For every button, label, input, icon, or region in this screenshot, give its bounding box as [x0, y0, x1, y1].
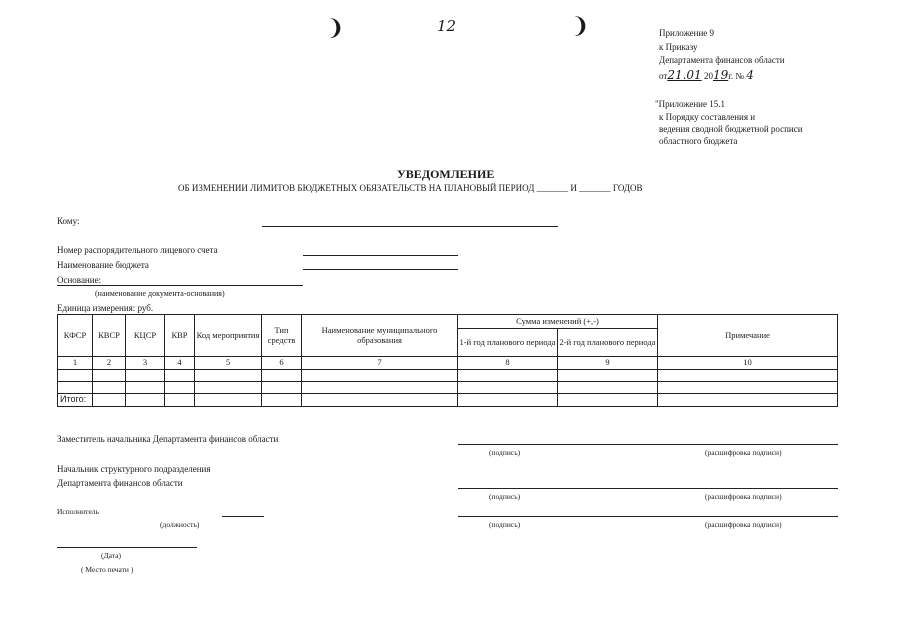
deputy-label: Заместитель начальника Департамента финансов области	[57, 434, 279, 444]
appendix-line2: к Приказу	[659, 42, 698, 52]
header-year2: 2-й год планового периода	[558, 329, 658, 357]
date-line[interactable]	[57, 547, 197, 548]
executor-signature-caption: (подпись)	[489, 520, 521, 529]
table-row	[58, 382, 838, 394]
col-number: 10	[658, 357, 838, 370]
right-bracket-mark: ❩	[571, 14, 590, 39]
col-number: 5	[195, 357, 262, 370]
col-number: 3	[126, 357, 165, 370]
head-decode-caption: (расшифровка подписи)	[705, 492, 782, 501]
budget-name-line[interactable]	[303, 269, 458, 270]
date-caption: (Дата)	[101, 551, 121, 560]
budget-name-label: Наименование бюджета	[57, 260, 149, 270]
col-number: 6	[262, 357, 302, 370]
header-note: Примечание	[658, 315, 838, 357]
col-number: 1	[58, 357, 93, 370]
appendix2-line4: областного бюджета	[659, 136, 738, 146]
executor-signature-line[interactable]	[458, 516, 838, 517]
date-handwritten: 21.01	[667, 68, 702, 82]
header-year1: 1-й год планового периода	[458, 329, 558, 357]
date-prefix: от	[659, 71, 668, 81]
deputy-signature-line[interactable]	[458, 444, 838, 445]
col-number: 9	[558, 357, 658, 370]
year-handwritten: 19	[712, 68, 729, 82]
appendix2-line2: к Порядку составления и	[659, 112, 756, 122]
executor-decode-caption: (расшифровка подписи)	[705, 520, 782, 529]
year-prefix: 20	[703, 71, 713, 81]
head-signature-caption: (подпись)	[489, 492, 521, 501]
col-number: 7	[302, 357, 458, 370]
unit-label: Единица измерения: руб.	[57, 303, 154, 313]
header-sum-group: Сумма изменений (+,-)	[458, 315, 658, 329]
head-signature-line[interactable]	[458, 488, 838, 489]
col-number: 4	[165, 357, 195, 370]
limits-table	[57, 314, 838, 407]
appendix2-line1: "Приложение 15.1	[655, 99, 725, 109]
executor-label: Исполнитель	[57, 507, 99, 516]
table-row	[58, 370, 838, 382]
document-subtitle: ОБ ИЗМЕНЕНИИ ЛИМИТОВ БЮДЖЕТНЫХ ОБЯЗАТЕЛЬСТВ НА ПЛАНОВЫЙ ПЕРИОД _______ И _______ ГОДОВ	[178, 183, 643, 193]
appendix-date-line	[659, 68, 754, 82]
document-title: УВЕДОМЛЕНИЕ	[397, 167, 495, 181]
stamp-caption: ( Место печати )	[81, 565, 134, 574]
account-line[interactable]	[303, 255, 458, 256]
page-number: 12	[437, 17, 457, 35]
basis-label: Основание:	[57, 275, 102, 285]
head-label-line2: Департамента финансов области	[57, 478, 183, 488]
executor-position-line[interactable]	[222, 516, 264, 517]
number-handwritten: 4	[746, 68, 754, 82]
header-kvr: КВР	[165, 315, 195, 357]
header-tip: Тип средств	[262, 315, 302, 357]
appendix2-line3: ведения сводной бюджетной росписи	[659, 124, 803, 134]
year-suffix: г. №	[728, 71, 744, 81]
appendix-line3: Департамента финансов области	[659, 55, 785, 65]
head-label-line1: Начальник структурного подразделения	[57, 464, 211, 474]
total-label: Итого:	[58, 394, 93, 407]
position-caption: (должность)	[160, 520, 200, 529]
deputy-decode-caption: (расшифровка подписи)	[705, 448, 782, 457]
header-kcsr: КЦСР	[126, 315, 165, 357]
basis-line[interactable]	[57, 285, 303, 286]
header-kfsr: КФСР	[58, 315, 93, 357]
deputy-signature-caption: (подпись)	[489, 448, 521, 457]
komu-label: Кому:	[57, 216, 80, 226]
account-label: Номер распорядительного лицевого счета	[57, 245, 218, 255]
left-bracket-mark: ❩	[326, 16, 345, 41]
header-kod: Код мероприятия	[195, 315, 262, 357]
komu-line[interactable]	[262, 226, 558, 227]
appendix-line1: Приложение 9	[659, 28, 715, 38]
header-mun: Наименование муниципального образования	[302, 315, 458, 357]
col-number: 2	[93, 357, 126, 370]
col-number: 8	[458, 357, 558, 370]
basis-caption: (наименование документа-основания)	[95, 289, 225, 298]
table-total-row	[58, 394, 838, 407]
header-kvsr: КВСР	[93, 315, 126, 357]
